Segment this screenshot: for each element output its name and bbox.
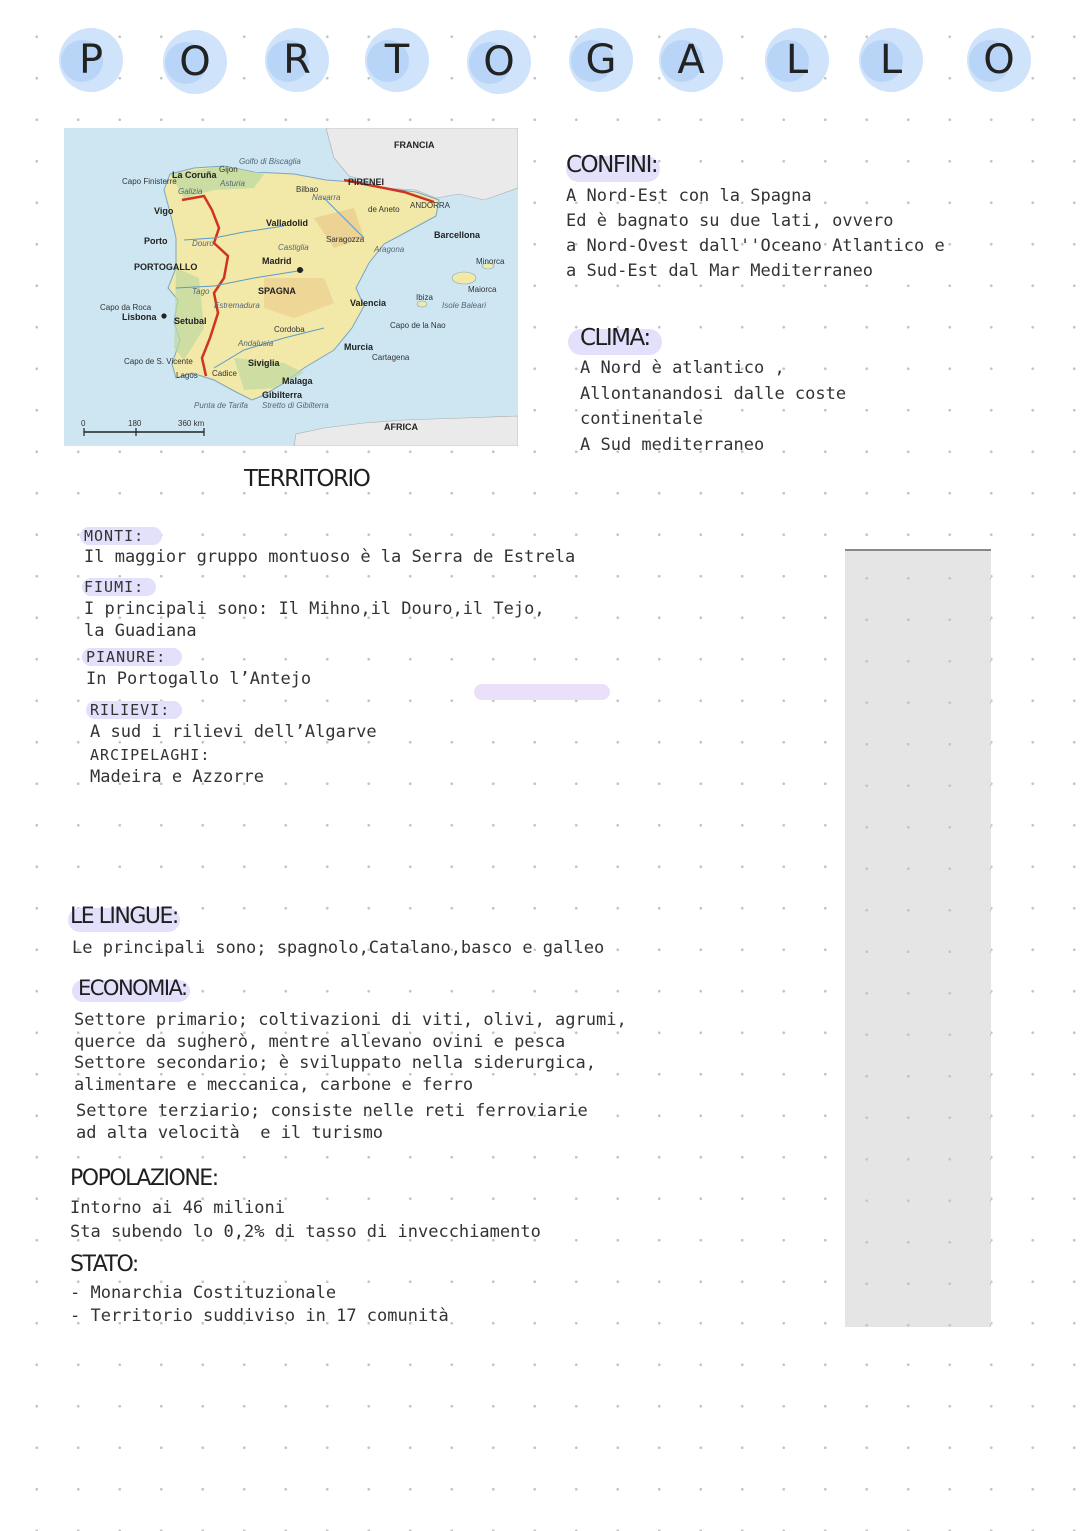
svg-text:Douro: Douro [192, 239, 214, 248]
svg-text:Maiorca: Maiorca [468, 285, 497, 294]
economia-heading: ECONOMIA: [78, 976, 187, 1000]
svg-text:Capo da Roca: Capo da Roca [100, 303, 152, 312]
fiumi-label: FIUMI: [84, 578, 145, 596]
svg-text:Setubal: Setubal [174, 316, 207, 326]
monti-text: Il maggior gruppo montuoso è la Serra de Estrela [84, 547, 576, 567]
title-letter: R [261, 24, 333, 96]
svg-text:Valencia: Valencia [350, 298, 387, 308]
svg-text:Gibilterra: Gibilterra [262, 390, 303, 400]
side-panel [845, 549, 991, 1327]
title-letter: A [655, 24, 727, 96]
svg-text:Ibiza: Ibiza [416, 293, 433, 302]
svg-text:Cartagena: Cartagena [372, 353, 410, 362]
arcipelaghi-text: Madeira e Azzorre [90, 767, 264, 787]
confini-line: Ed è bagnato su due lati, ovvero [566, 211, 894, 231]
svg-text:Gijon: Gijon [219, 165, 238, 174]
clima-line: continentale [580, 409, 703, 429]
territorio-heading: TERRITORIO [244, 466, 370, 492]
economia-line: Settore terziario; consiste nelle reti ferroviarie [76, 1101, 588, 1121]
clima-heading: CLIMA: [580, 325, 650, 351]
svg-text:Castiglia: Castiglia [278, 243, 309, 252]
svg-text:Andalusia: Andalusia [238, 339, 274, 348]
stato-line: - Territorio suddiviso in 17 comunità [70, 1306, 449, 1326]
svg-text:Porto: Porto [144, 236, 168, 246]
svg-text:Golfo di Biscaglia: Golfo di Biscaglia [239, 157, 301, 166]
svg-text:Barcellona: Barcellona [434, 230, 481, 240]
confini-line: A Nord-Est con la Spagna [566, 186, 812, 206]
clima-line: Allontanandosi dalle coste [580, 384, 847, 404]
svg-text:SPAGNA: SPAGNA [258, 286, 296, 296]
svg-text:PORTOGALLO: PORTOGALLO [134, 262, 198, 272]
svg-text:AFRICA: AFRICA [384, 422, 418, 432]
svg-text:de Aneto: de Aneto [368, 205, 400, 214]
svg-text:Isole Baleari: Isole Baleari [442, 301, 487, 310]
svg-text:Tago: Tago [192, 287, 210, 296]
svg-text:La Coruña: La Coruña [172, 170, 217, 180]
popolazione-line: Intorno ai 46 milioni [70, 1198, 285, 1218]
map-scale-bar [81, 419, 205, 436]
svg-text:Malaga: Malaga [282, 376, 313, 386]
pianure-text: In Portogallo l’Antejo [86, 669, 312, 689]
fiumi-line: la Guadiana [84, 621, 197, 641]
title-letter: G [565, 24, 637, 96]
economia-line: querce da sugherò, mentre allevano ovini e pesca [74, 1032, 566, 1052]
confini-line: a Sud-Est dal Mar Mediterraneo [566, 261, 874, 281]
svg-text:Asturia: Asturia [220, 179, 245, 188]
title-letter: L [761, 24, 833, 96]
iberia-map [64, 128, 518, 446]
confini-heading: CONFINI: [566, 152, 658, 178]
economia-line: Settore secondario; è sviluppato nella siderurgica, [74, 1053, 596, 1073]
title-letter: L [855, 24, 927, 96]
svg-text:Navarra: Navarra [312, 193, 341, 202]
rilievi-label: RILIEVI: [90, 701, 171, 719]
svg-text:Capo Finisterre: Capo Finisterre [122, 177, 177, 186]
svg-text:180: 180 [128, 419, 142, 428]
svg-text:Galizia: Galizia [178, 187, 203, 196]
svg-text:Cadice: Cadice [212, 369, 237, 378]
title-letter: O [463, 26, 535, 98]
svg-text:Minorca: Minorca [476, 257, 505, 266]
rilievi-text: A sud i rilievi dell’Algarve [90, 722, 377, 742]
map-dot-madrid [297, 267, 303, 273]
title-letter: T [361, 24, 433, 96]
pianure-label: PIANURE: [86, 648, 167, 666]
svg-text:Siviglia: Siviglia [248, 358, 280, 368]
svg-text:Stretto di Gibilterra: Stretto di Gibilterra [262, 401, 329, 410]
decorative-highlight-bar [474, 684, 610, 700]
svg-text:PIRENEI: PIRENEI [348, 177, 385, 187]
title-letter: O [159, 26, 231, 98]
svg-text:Cordoba: Cordoba [274, 325, 305, 334]
popolazione-heading: POPOLAZIONE: [70, 1166, 218, 1191]
svg-text:Saragozza: Saragozza [326, 235, 365, 244]
clima-line: A Sud mediterraneo [580, 435, 765, 455]
stato-line: - Monarchia Costituzionale [70, 1283, 337, 1303]
clima-line: A Nord è atlantico , [580, 358, 785, 378]
svg-text:Capo de S. Vicente: Capo de S. Vicente [124, 357, 193, 366]
stato-heading: STATO: [70, 1252, 138, 1277]
svg-text:ANDORRA: ANDORRA [410, 201, 451, 210]
svg-text:Valladolid: Valladolid [266, 218, 309, 228]
svg-text:Estremadura: Estremadura [214, 301, 260, 310]
arcipelaghi-label: ARCIPELAGHI: [90, 746, 211, 764]
confini-line: a Nord-Ovest dall''Oceano Atlantico e [566, 236, 945, 256]
svg-text:Aragona: Aragona [374, 245, 405, 254]
economia-line: alimentare e meccanica, carbone e ferro [74, 1075, 474, 1095]
economia-line: Settore primario; coltivazioni di viti, olivi, agrumi, [74, 1010, 627, 1030]
svg-text:Lisbona: Lisbona [122, 312, 157, 322]
svg-text:Punta de Tarifa: Punta de Tarifa [194, 401, 248, 410]
monti-label: MONTI: [84, 527, 145, 545]
svg-text:Murcia: Murcia [344, 342, 374, 352]
page-title [55, 22, 1055, 102]
title-letter: O [963, 24, 1035, 96]
popolazione-line: Sta subendo lo 0,2% di tasso di invecchiamento [70, 1222, 541, 1242]
svg-text:FRANCIA: FRANCIA [394, 140, 435, 150]
svg-text:Vigo: Vigo [154, 206, 174, 216]
svg-text:Lagos: Lagos [176, 371, 198, 380]
svg-text:360 km: 360 km [178, 419, 205, 428]
svg-text:Bilbao: Bilbao [296, 185, 319, 194]
svg-text:Madrid: Madrid [262, 256, 292, 266]
map-dot-lisbona [161, 313, 166, 318]
lingue-text: Le principali sono; spagnolo,Catalano,basco e galleo [72, 938, 605, 958]
fiumi-line: I principali sono: Il Mihno,il Douro,il Tejo, [84, 599, 545, 619]
economia-line: ad alta velocità e il turismo [76, 1123, 384, 1143]
lingue-heading: LE LINGUE: [70, 904, 178, 929]
title-letter: P [55, 24, 127, 96]
svg-text:Capo de la Nao: Capo de la Nao [390, 321, 446, 330]
svg-text:0: 0 [81, 419, 86, 428]
map-maiorca [452, 272, 476, 284]
